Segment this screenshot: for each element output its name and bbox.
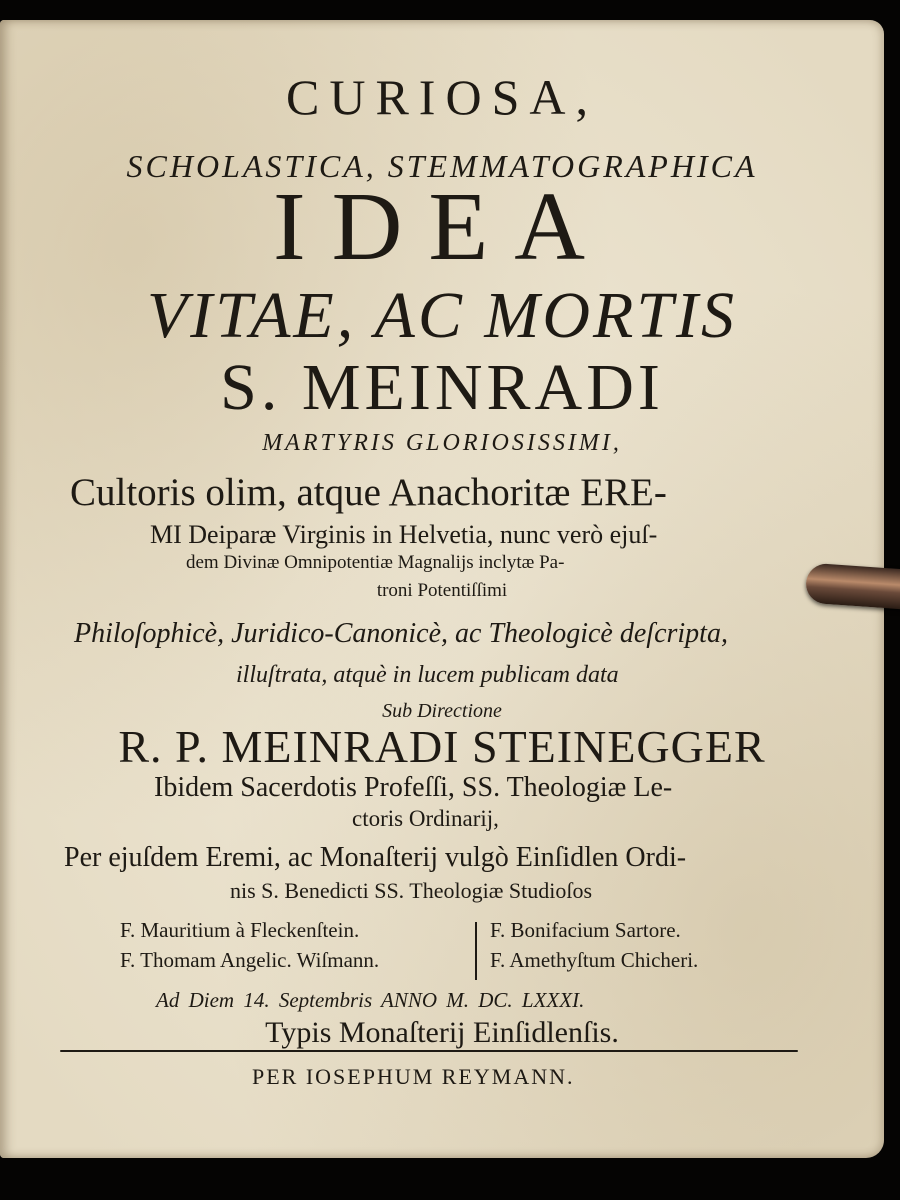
printer-line: PER IOSEPHUM REYMANN. xyxy=(252,1064,575,1089)
body-line-divinae: dem Divinæ Omnipotentiæ Magnalijs inclytæ Pa- xyxy=(186,552,565,573)
column-divider xyxy=(475,922,477,980)
title-line-idea: IDEA xyxy=(272,173,612,281)
body-line-patroni: troni Potentiſſimi xyxy=(376,580,508,601)
title-line-vitae: VITAE, AC MORTIS xyxy=(146,279,738,352)
author-title-line2: ctoris Ordinarij, xyxy=(352,806,499,831)
body-line-benedicti: nis S. Benedicti SS. Theologiæ Studioſos xyxy=(230,878,593,903)
student-name: F. Mauritium à Fleckenſtein. xyxy=(120,918,360,942)
title-line-martyris: MARTYRIS GLORIOSISSIMI, xyxy=(262,430,622,456)
student-name: F. Bonifacium Sartore. xyxy=(490,918,681,942)
title-line-curiosa: CURIOSA, xyxy=(286,69,598,125)
student-names xyxy=(120,918,780,988)
body-line-cultoris: Cultoris olim, atque Anachoritæ ERE- xyxy=(70,471,667,514)
title-line-meinradi: S. MEINRADI xyxy=(220,351,664,424)
author-name: R. P. MEINRADI STEINEGGER xyxy=(118,721,766,772)
body-line-philosophice: Philoſophicè, Juridico-Canonicè, ac Theologicè deſcripta, xyxy=(74,618,728,649)
imprint-line: Typis Monaſterij Einſidlenſis. xyxy=(265,1016,619,1049)
date-line: Ad Diem 14. Septembris ANNO M. DC. LXXXI. xyxy=(156,988,585,1012)
body-line-deiparae: MI Deiparæ Virginis in Helvetia, nunc verò ejuſ- xyxy=(150,520,658,549)
student-names-right xyxy=(490,918,790,978)
body-line-sub-directione: Sub Directione xyxy=(382,700,502,722)
student-name: F. Thomam Angelic. Wiſmann. xyxy=(120,948,380,972)
body-line-illustrata: illuſtrata, atquè in lucem publicam data xyxy=(236,662,619,688)
bookmark-ribbon xyxy=(805,563,900,610)
student-names-left xyxy=(120,918,472,978)
author-title-line1: Ibidem Sacerdotis Profeſſi, SS. Theologiæ Le- xyxy=(154,772,673,803)
title-line-scholastica: SCHOLASTICA, STEMMATOGRAPHICA xyxy=(126,148,758,184)
body-line-per-ejusdem: Per ejuſdem Eremi, ac Monaſterij vulgò Einſidlen Ordi- xyxy=(64,842,687,873)
horizontal-rule xyxy=(60,1050,798,1052)
student-name: F. Amethyſtum Chicheri. xyxy=(490,948,699,972)
title-page xyxy=(0,20,884,1158)
